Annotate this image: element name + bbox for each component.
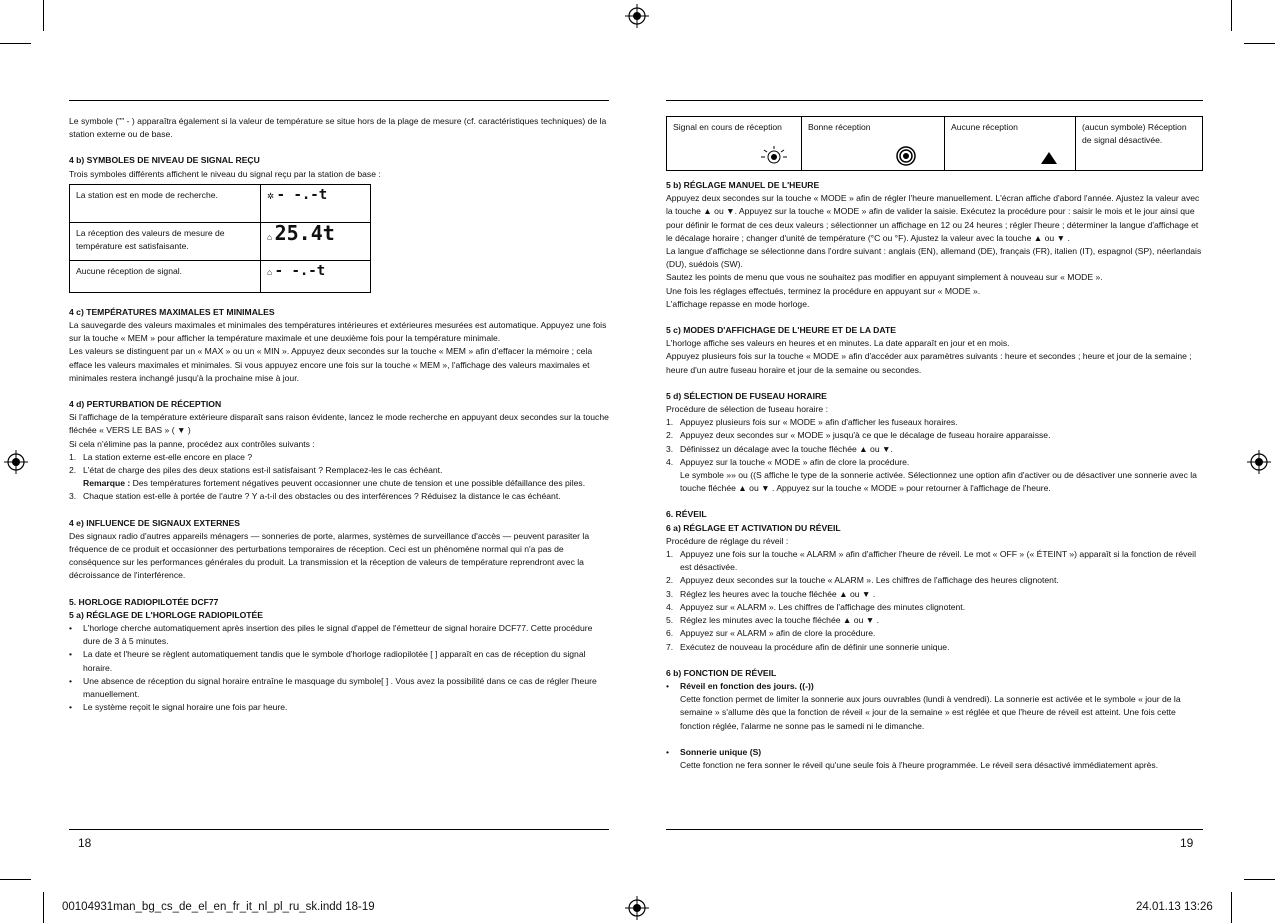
list-item: 5. Réglez les minutes avec la touche fléchée ▲ ou ▼ . [666, 615, 880, 626]
table-cell: Bonne réception [802, 117, 945, 171]
tower-icon: ⌂ [267, 231, 275, 242]
list-item: • Sonnerie unique (S) Cette fonction ne fera sonner le réveil qu'une seule fois à l'heure programmée. Le réveil sera désactivé immédiatement après. [666, 746, 1159, 770]
table-cell: Aucune réception [945, 117, 1076, 171]
table-cell-display: ✲ - -.-t [261, 184, 371, 222]
checklist [69, 451, 609, 504]
section-4c-title: 4 c) TEMPÉRATURES MAXIMALES ET MINIMALES [69, 306, 275, 317]
section-5b-title: 5 b) RÉGLAGE MANUEL DE L'HEURE [666, 180, 820, 190]
registration-mark-icon [625, 896, 649, 920]
table-cell: (aucun symbole) Réception de signal désactivée. [1076, 117, 1203, 171]
crop-mark [43, 0, 44, 31]
no-reception-icon [1041, 152, 1057, 164]
timezone-steps [666, 416, 1203, 495]
alarm-steps [666, 548, 1203, 654]
crop-mark [0, 879, 31, 880]
table-row [70, 260, 371, 292]
list-item: 1. Appuyez plusieurs fois sur « MODE » afin d'afficher les fuseaux horaires. [666, 417, 958, 428]
registration-mark-icon [1247, 450, 1271, 474]
footer-date: 24.01.13 13:26 [1136, 901, 1213, 913]
table-cell: Signal en cours de réception [667, 117, 802, 171]
section-5b-p3: Sautez les points de menu que vous ne souhaitez pas modifier en appuyant simplement à nouveau sur « MODE ». [666, 272, 1103, 283]
list-item: 4. Appuyez sur la touche « MODE » afin de clore la procédure. Le symbole »» ou ((S affiche le type de la sonnerie activée. Sélectionnez une option afin d'activer ou de désactiver une sonnerie avec la touche fléchée ▲ ou ▼ . Appuyez sur la touche « MODE » pour retourner à l'affichage de l'heure. [666, 456, 1197, 494]
footer-rule [69, 829, 609, 830]
list-item: 2. Appuyez deux secondes sur la touche « ALARM ». Les chiffres de l'affichage des heures clignotent. [666, 575, 1059, 586]
section-4e-title: 4 e) INFLUENCE DE SIGNAUX EXTERNES [69, 517, 240, 528]
list-item: • Le système reçoit le signal horaire une fois par heure. [69, 702, 288, 713]
section-5-title: 5. HORLOGE RADIOPILOTÉE DCF77 [69, 596, 219, 607]
crop-mark [1244, 879, 1275, 880]
intro-paragraph: Le symbole ("" - ) apparaîtra également si la valeur de température se situe hors de la plage de mesure (cf. caractéristiques techniques) de la station externe ou de base. [69, 116, 607, 140]
table-row [70, 222, 371, 260]
right-page [666, 116, 1203, 772]
list-item: 1. La station externe est-elle encore en place ? [69, 451, 253, 462]
signal-level-table [69, 184, 371, 293]
section-5c-title: 5 c) MODES D'AFFICHAGE DE L'HEURE ET DE LA DATE [666, 325, 896, 336]
footer-rule [666, 829, 1203, 830]
header-rule [666, 100, 1203, 101]
section-4c-p1: La sauvegarde des valeurs maximales et minimales des températures intérieures et extérieures mesurées est automatique. Appuyez une fois sur la touche « MEM » pour afficher la température maximale et une deuxième fois pour la température minimale. [69, 320, 607, 344]
table-cell-label: Aucune réception de signal. [70, 260, 261, 292]
section-4d-p2: Si cela n'élimine pas la panne, procédez aux contrôles suivants : [69, 438, 315, 449]
section-4e-p: Des signaux radio d'autres appareils ménagers — sonneries de porte, alarmes, systèmes de surveillance d'accès — peuvent parasiter la fréquence de ce produit et occasionner des perturbations temporaires de réception. Ceci est un phénomène normal qui n'a pas de conséquence sur les performances générales du produit. La transmission et la réception de valeurs de température reprendront avec la décroissance de l'interférence. [69, 530, 590, 581]
section-4b-title: 4 b) SYMBOLES DE NIVEAU DE SIGNAL REÇU [69, 155, 260, 166]
section-5b-p4: Une fois les réglages effectués, terminez la procédure en appuyant sur « MODE ». [666, 285, 981, 296]
section-5b-p1: Appuyez deux secondes sur la touche « MODE » afin de régler l'heure manuellement. L'écran affiche d'abord l'année. Ajustez la valeur avec la touche ▲ ou ▼. Appuyez sur la touche « MODE » afin de valider la saisie. Exécutez la procédure pour : saisir le mois et le jour ainsi que pour définir le format de ces deux valeurs ; sélectionner un affichage en 12 ou 24 heures ; régler l'heure ; déterminer la langue d'affichage et le décalage horaire ; changer d'unité de température (°C ou °F). Ajustez la valeur avec la touche ▲ ou ▼ . [666, 193, 1200, 243]
list-item: 3. Chaque station est-elle à portée de l'autre ? Y a-t-il des obstacles ou des interférences ? Réduisez la distance le cas échéant. [69, 491, 561, 502]
crop-mark [0, 43, 31, 44]
table-cell-display: ⌂ 25.4t [261, 222, 371, 260]
searching-signal-icon [761, 146, 787, 166]
section-6a-title: 6 a) RÉGLAGE ET ACTIVATION DU RÉVEIL [666, 522, 841, 533]
header-rule [69, 100, 609, 101]
table-row [70, 184, 371, 222]
list-item: 1. Appuyez une fois sur la touche « ALARM » afin d'afficher l'heure de réveil. Le mot « OFF » (« ÉTEINT ») apparaît si la fonction de réveil est désactivée. [666, 549, 1196, 573]
section-4d-title: 4 d) PERTURBATION DE RÉCEPTION [69, 399, 222, 410]
crop-mark [1231, 892, 1232, 923]
tower-icon: ⌂ [267, 266, 275, 277]
section-5c-p1: L'horloge affiche ses valeurs en heures et en minutes. La date apparaît en jour et en mois. [666, 338, 1010, 349]
crop-mark [1231, 0, 1232, 31]
section-5b-p5: L'affichage repasse en mode horloge. [666, 298, 810, 309]
list-item: 6. Appuyez sur « ALARM » afin de clore la procédure. [666, 628, 876, 639]
section-5c-p2: Appuyez plusieurs fois sur la touche « MODE » afin d'accéder aux paramètres suivants : heure et secondes ; heure et jour de la semaine ; heure d'un autre fuseau horaire et jour de la semaine ou secondes. [666, 351, 1192, 375]
crop-mark [1244, 43, 1275, 44]
section-4c-p2: Les valeurs se distinguent par un « MAX » ou un « MIN ». Appuyez deux secondes sur la touche « MEM » afin d'effacer la mémoire ; cela efface les valeurs maximales et minimales. Si vous appuyez encore une fois sur la touche « MEM », l'affichage des valeurs maximales et minimales restera inchangé jusqu'à la prochaine mise à jour. [69, 346, 593, 383]
alarm-function-list [666, 680, 1203, 772]
footer-filename: 00104931man_bg_cs_de_el_en_fr_it_nl_pl_ru_sk.indd 18-19 [62, 901, 375, 913]
list-item: • La date et l'heure se règlent automatiquement tandis que le symbole d'horloge radiopilotée [ ] apparaît en cas de réception du signal horaire. [69, 649, 586, 673]
section-5b-p2: La langue d'affichage se sélectionne dans l'ordre suivant : anglais (EN), allemand (DE), français (FR), italien (IT), espagnol (SP), néerlandais (DU), suédois (SW). [666, 246, 1202, 270]
list-item: 7. Exécutez de nouveau la procédure afin de définir une sonnerie unique. [666, 641, 950, 652]
page-number-left: 18 [78, 836, 92, 850]
list-item: • Réveil en fonction des jours. ((-)) Cette fonction permet de limiter la sonnerie aux jours ouvrables (lundi à vendredi). La sonnerie est activée et le symbole « jour de la semaine » s'allume dès que la fonction de réveil « jour de la semaine » est réglée et que l'heure de réveil est atteint. Une fois cette fonction réglée, l'alarme ne sonne pas le samedi ni le dimanche. [666, 680, 1181, 731]
left-page [69, 115, 609, 715]
table-cell-label: La station est en mode de recherche. [70, 184, 261, 222]
table-cell-display: ⌂ - -.-t [261, 260, 371, 292]
good-reception-icon [896, 146, 916, 166]
registration-mark-icon [625, 4, 649, 28]
table-cell-label: La réception des valeurs de mesure de température est satisfaisante. [70, 222, 261, 260]
list-item: • Une absence de réception du signal horaire entraîne le masquage du symbole[ ] . Vous avez la possibilité dans ce cas de régler l'heure manuellement. [69, 675, 597, 700]
list-item: 3. Définissez un décalage avec la touche fléchée ▲ ou ▼. [666, 443, 893, 454]
list-item: 2. L'état de charge des piles des deux stations est-il satisfaisant ? Remplacez-les le cas échéant. Remarque : Des températures fortement négatives peuvent occasionner une chute de tension et une possible défaillance des piles. [69, 465, 586, 489]
search-signal-icon: ✲ [267, 190, 277, 201]
list-item: • L'horloge cherche automatiquement après insertion des piles le signal d'appel de l'émetteur de signal horaire DCF77. Cette procédure dure de 3 à 5 minutes. [69, 623, 593, 647]
table-row [667, 117, 1203, 171]
section-6-title: 6. RÉVEIL [666, 509, 707, 520]
section-5a-title: 5 a) RÉGLAGE DE L'HORLOGE RADIOPILOTÉE [69, 609, 263, 620]
section-4d-p1: Si l'affichage de la température extérieure disparaît sans raison évidente, lancez le mode recherche en appuyant deux secondes sur la touche fléchée « VERS LE BAS » ( ▼ ) [69, 412, 609, 436]
list-item: 3. Réglez les heures avec la touche fléchée ▲ ou ▼ . [666, 588, 876, 599]
registration-mark-icon [4, 450, 28, 474]
section-4b-text: Trois symboles différents affichent le niveau du signal reçu par la station de base : [69, 168, 381, 179]
crop-mark [43, 892, 44, 923]
page-number-right: 19 [1180, 836, 1194, 850]
bullet-list [69, 622, 609, 714]
section-5d-intro: Procédure de sélection de fuseau horaire : [666, 404, 828, 415]
signal-reception-table [666, 116, 1203, 171]
section-6a-intro: Procédure de réglage du réveil : [666, 535, 789, 546]
list-item: 4. Appuyez sur « ALARM ». Les chiffres de l'affichage des minutes clignotent. [666, 601, 966, 612]
section-6b-title: 6 b) FONCTION DE RÉVEIL [666, 667, 777, 678]
list-item: 2. Appuyez deux secondes sur « MODE » jusqu'à ce que le décalage de fuseau horaire apparaisse. [666, 430, 1051, 441]
section-5d-title: 5 d) SÉLECTION DE FUSEAU HORAIRE [666, 390, 827, 401]
